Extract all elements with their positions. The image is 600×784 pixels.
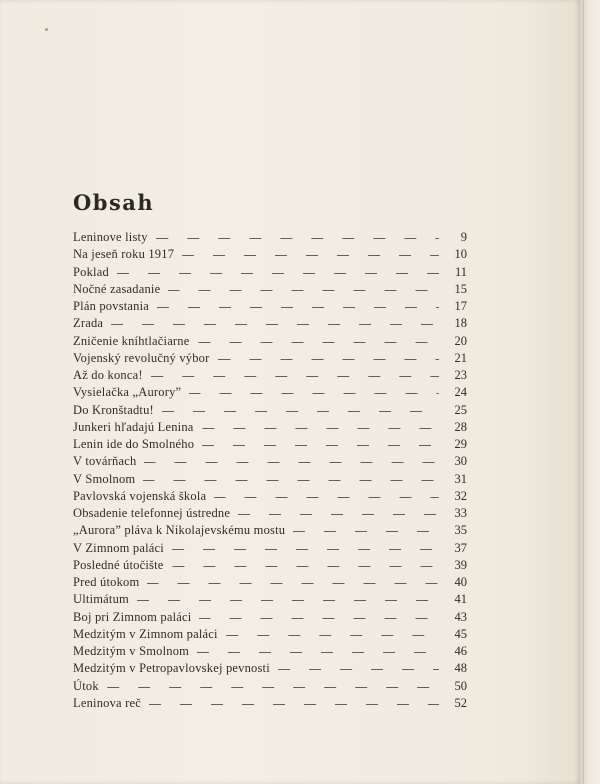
toc-leader-dashes — [117, 273, 439, 274]
toc-entry-page-number: 28 — [454, 419, 467, 434]
toc-entry — [73, 558, 467, 575]
toc-entry — [73, 523, 467, 540]
toc-entry-page-number: 25 — [454, 402, 467, 417]
toc-entry-title: „Aurora” pláva k Nikolajevskému mostu — [73, 523, 286, 538]
toc-entry — [73, 472, 467, 489]
toc-leader-dashes — [189, 393, 439, 394]
toc-entry-page-number: 35 — [454, 523, 467, 538]
page-edge — [580, 0, 600, 784]
toc-entry-title: V továrňach — [73, 454, 137, 469]
toc-entry-page-number: 41 — [454, 592, 467, 607]
toc-leader-dashes — [168, 290, 439, 291]
table-of-contents — [73, 230, 467, 713]
toc-entry-page-number: 37 — [454, 540, 467, 555]
toc-entry — [73, 420, 467, 437]
toc-entry-page-number: 46 — [454, 644, 467, 658]
toc-entry-title: Útok — [73, 678, 99, 693]
toc-entry-title: Lenin ide do Smolného — [73, 437, 195, 451]
toc-entry — [73, 282, 467, 299]
toc-entry — [73, 696, 467, 713]
toc-leader-dashes — [151, 376, 439, 377]
toc-entry-title: Leninova reč — [73, 695, 141, 710]
toc-entry-title: Zničenie kníhtlačiarne — [73, 333, 190, 348]
toc-entry — [73, 334, 467, 351]
toc-entry-title: Junkeri hľadajú Lenina — [73, 419, 194, 434]
toc-leader-dashes — [149, 704, 439, 705]
toc-leader-dashes — [157, 307, 439, 308]
toc-entry-page-number: 9 — [460, 230, 467, 244]
toc-entry-page-number: 30 — [454, 454, 467, 469]
toc-entry-title: Leninove listy — [73, 230, 148, 244]
toc-entry-title: Nočné zasadanie — [73, 281, 161, 296]
toc-entry — [73, 575, 467, 592]
toc-entry-title: Poklad — [73, 264, 109, 279]
toc-leader-dashes — [293, 531, 439, 532]
toc-entry-page-number: 32 — [454, 488, 467, 503]
toc-entry-page-number: 40 — [454, 575, 467, 589]
toc-entry-title: Obsadenie telefonnej ústredne — [73, 506, 231, 520]
toc-leader-dashes — [144, 462, 439, 463]
toc-entry-page-number: 33 — [454, 506, 467, 520]
toc-entry-page-number: 15 — [454, 281, 467, 296]
toc-entry — [73, 661, 467, 678]
toc-leader-dashes — [162, 411, 439, 412]
toc-entry — [73, 299, 467, 316]
toc-entry-page-number: 50 — [454, 678, 467, 693]
toc-entry-page-number: 45 — [454, 626, 467, 641]
paper-speck — [45, 28, 48, 31]
toc-leader-dashes — [238, 514, 439, 515]
toc-entry-title: V Smolnom — [73, 471, 136, 486]
toc-entry — [73, 230, 467, 247]
toc-leader-dashes — [214, 497, 439, 498]
toc-entry — [73, 316, 467, 333]
toc-entry-page-number: 39 — [454, 557, 467, 572]
toc-leader-dashes — [156, 238, 439, 239]
toc-entry-title: Pred útokom — [73, 575, 140, 589]
toc-leader-dashes — [197, 652, 439, 653]
toc-entry — [73, 454, 467, 471]
toc-entry-page-number: 18 — [454, 316, 467, 331]
toc-entry-title: Posledné útočište — [73, 557, 164, 572]
toc-leader-dashes — [198, 342, 440, 343]
toc-entry-title: Do Kronštadtu! — [73, 402, 154, 417]
toc-entry — [73, 644, 467, 661]
toc-leader-dashes — [107, 687, 439, 688]
toc-leader-dashes — [202, 445, 439, 446]
toc-entry-page-number: 21 — [454, 350, 467, 365]
toc-entry-page-number: 20 — [454, 333, 467, 348]
toc-leader-dashes — [278, 669, 439, 670]
toc-leader-dashes — [202, 428, 439, 429]
toc-entry-title: Ultimátum — [73, 592, 129, 607]
toc-entry-title: Vojenský revolučný výbor — [73, 350, 210, 365]
toc-entry-title: Zrada — [73, 316, 104, 331]
toc-entry — [73, 368, 467, 385]
toc-entry — [73, 610, 467, 627]
toc-entry — [73, 385, 467, 402]
toc-entry-title: Medzitým v Zimnom paláci — [73, 626, 218, 641]
toc-entry-title: Medzitým v Petropavlovskej pevnosti — [73, 661, 270, 676]
toc-entry-title: V Zimnom paláci — [73, 540, 164, 555]
toc-entry-page-number: 24 — [454, 385, 467, 400]
toc-entry — [73, 679, 467, 696]
toc-entry — [73, 265, 467, 282]
toc-entry — [73, 627, 467, 644]
toc-leader-dashes — [199, 618, 439, 619]
toc-entry-title: Boj pri Zimnom paláci — [73, 609, 192, 624]
toc-leader-dashes — [147, 583, 439, 584]
toc-entry-page-number: 29 — [454, 437, 467, 451]
toc-entry-title: Až do konca! — [73, 368, 143, 382]
page-title: Obsah — [73, 190, 155, 215]
toc-entry — [73, 403, 467, 420]
toc-entry-title: Vysielačka „Aurory” — [73, 385, 182, 400]
toc-entry — [73, 541, 467, 558]
toc-entry — [73, 437, 467, 454]
toc-entry — [73, 489, 467, 506]
toc-entry-title: Medzitým v Smolnom — [73, 644, 190, 658]
toc-leader-dashes — [218, 359, 440, 360]
toc-entry — [73, 247, 467, 264]
toc-leader-dashes — [137, 600, 439, 601]
toc-leader-dashes — [182, 255, 439, 256]
toc-entry-title: Pavlovská vojenská škola — [73, 488, 207, 503]
toc-entry-title: Na jeseň roku 1917 — [73, 247, 175, 262]
toc-entry-page-number: 10 — [454, 247, 467, 262]
toc-entry-page-number: 31 — [454, 471, 467, 486]
toc-entry-page-number: 17 — [454, 299, 467, 313]
toc-leader-dashes — [111, 324, 439, 325]
toc-entry-page-number: 23 — [454, 368, 467, 382]
toc-entry — [73, 592, 467, 609]
toc-entry-page-number: 48 — [454, 661, 467, 676]
toc-entry-page-number: 11 — [454, 264, 467, 279]
toc-entry-title: Plán povstania — [73, 299, 150, 313]
toc-entry-page-number: 52 — [454, 695, 467, 710]
toc-leader-dashes — [172, 549, 439, 550]
toc-entry-page-number: 43 — [454, 609, 467, 624]
toc-entry — [73, 351, 467, 368]
toc-leader-dashes — [143, 480, 439, 481]
toc-leader-dashes — [226, 635, 439, 636]
toc-entry — [73, 506, 467, 523]
toc-leader-dashes — [172, 566, 439, 567]
